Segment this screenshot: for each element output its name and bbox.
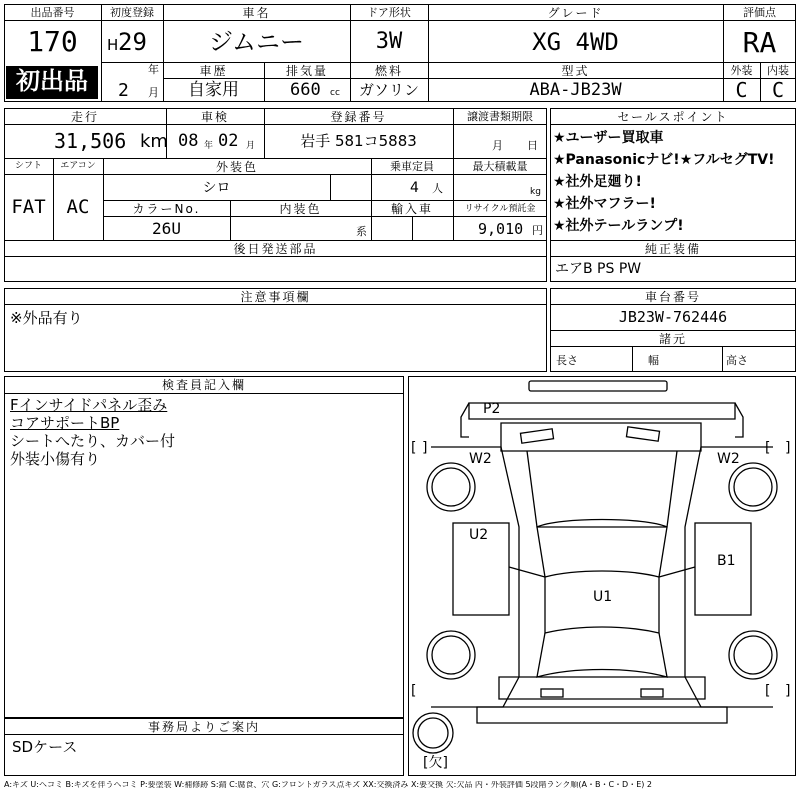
spare-tire: [413, 713, 453, 753]
windshield: [537, 520, 667, 578]
interior-grade-label: 内装: [767, 64, 789, 77]
inspector-note: 外装小傷有り: [10, 450, 101, 468]
lot-number: 170: [27, 25, 78, 58]
car-name: ジムニー: [208, 28, 305, 56]
wheel-rear-left: [427, 631, 475, 679]
roof: [545, 577, 659, 633]
svg-text:]: ]: [422, 440, 428, 456]
era-letter: H: [107, 36, 119, 54]
load-unit: kg: [530, 187, 541, 197]
registration-year: 29: [118, 28, 147, 56]
svg-text:[: [: [411, 683, 417, 699]
door-value: 3W: [375, 29, 403, 54]
inspection-year: 08: [178, 131, 199, 151]
rear-bumper: [477, 707, 727, 723]
height-label: 高さ: [726, 354, 748, 367]
notice-label: 注意事項欄: [240, 290, 311, 304]
inspection-label: 車検: [200, 110, 229, 124]
svg-text:]: ]: [785, 440, 791, 456]
inspection-year-unit: 年: [204, 141, 214, 151]
recycle-label: リサイクル預託金: [464, 204, 536, 214]
registration-month: 2: [118, 80, 129, 101]
inspection-month-unit: 月: [246, 141, 256, 151]
sales-point: ★社外マフラー!: [553, 196, 656, 212]
first-time-badge-text: 初出品: [16, 67, 88, 95]
equipment-label: 純正装備: [644, 242, 701, 256]
interior-color-label: 内装色: [279, 202, 322, 216]
right-door: [695, 523, 751, 615]
displacement-label: 排気量: [285, 64, 328, 78]
inspection-month: 02: [218, 131, 239, 151]
front-bumper: [469, 403, 735, 419]
svg-text:[: [: [765, 683, 771, 699]
car-name-label: 車名: [242, 6, 271, 20]
import-label: 輸入車: [390, 202, 433, 216]
grade-label: グレード: [547, 6, 604, 20]
width-label: 幅: [648, 354, 659, 367]
capacity-unit: 人: [432, 182, 443, 195]
year-unit: 年: [148, 63, 159, 76]
history-label: 車歴: [199, 64, 228, 78]
color-number-value: 26U: [152, 219, 181, 238]
sales-point: ★社外テールランプ!: [553, 218, 684, 234]
sales-point: ★社外足廻り!: [553, 174, 642, 190]
wheel-rear-right: [729, 631, 777, 679]
inspector-notes: [10, 396, 400, 468]
recycle-unit: 円: [532, 224, 543, 237]
sales-point: ★Panasonicナビ!★フルセグTV!: [553, 152, 775, 168]
dimensions-label: 諸元: [658, 332, 687, 346]
mileage-label: 走行: [70, 110, 99, 124]
transfer-month-unit: 月: [492, 139, 503, 152]
car-diagram: [409, 377, 795, 775]
exterior-color-label: 外装色: [215, 160, 258, 174]
score-label: 評価点: [743, 6, 776, 19]
displacement-unit: cc: [330, 88, 340, 98]
legend: A:キズ U:ヘコミ B:キズを伴うヘコミ P:要塗装 W:補修跡 S:錆 C:腐食、穴 G:フロントガラス点キズ XX:交換済み X:要交換 欠:欠品 内・外装評価 5段階ランク順(A・B・C・D・E) 2: [4, 781, 653, 789]
displacement-value: 660: [290, 80, 321, 100]
load-label: 最大積載量: [472, 160, 528, 173]
length-label: 長さ: [556, 354, 578, 367]
grade-value: XG 4WD: [532, 28, 619, 56]
transfer-day-unit: 日: [527, 139, 538, 152]
mark-b1: B1: [717, 553, 736, 569]
score-value: RA: [742, 26, 777, 59]
mark-missing: [欠]: [423, 755, 448, 771]
rear-window: [537, 633, 667, 677]
shift-label: シフト: [14, 161, 42, 171]
svg-text:[: [: [765, 440, 771, 456]
damage-diagram: [408, 376, 796, 776]
shift-value: FAT: [11, 196, 46, 218]
inspector-label: 検査員記入欄: [161, 378, 246, 392]
mileage-unit: km: [140, 131, 168, 152]
wheel-front-right: [729, 463, 777, 511]
hood: [527, 451, 677, 527]
exterior-grade-label: 外装: [730, 64, 753, 77]
ac-label: エアコン: [60, 161, 96, 171]
mark-p2: P2: [483, 401, 501, 417]
fuel-label: 燃料: [374, 64, 403, 78]
model-value: ABA-JB23W: [529, 80, 622, 100]
color-number-label: カラーNo.: [132, 202, 201, 216]
roof-bar: [529, 381, 667, 391]
mark-u2: U2: [469, 527, 489, 543]
mark-w2-left: W2: [469, 451, 492, 467]
notice-value: ※外品有り: [10, 309, 83, 327]
svg-text:]: ]: [785, 683, 791, 699]
damage-marks: [423, 401, 740, 771]
inspector-note: コアサポートBP: [10, 414, 120, 432]
mark-w2-right: W2: [717, 451, 740, 467]
exterior-color-value: シロ: [202, 180, 231, 196]
capacity-label: 乗車定員: [390, 160, 434, 173]
wheel-front-left: [427, 463, 475, 511]
interior-color-unit: 系: [356, 225, 367, 238]
inspector-note: シートへたり、カバー付: [10, 432, 176, 450]
office-label: 事務局よりご案内: [147, 720, 260, 734]
chassis-label: 車台番号: [644, 290, 701, 304]
fuel-value: ガソリン: [358, 81, 419, 99]
month-unit: 月: [148, 86, 159, 99]
recycle-value: 9,010: [478, 220, 524, 238]
exterior-grade: C: [735, 78, 748, 102]
parts-label: 後日発送部品: [233, 242, 318, 256]
office-value: SDケース: [12, 738, 78, 756]
registration-label: 初度登録: [110, 6, 154, 19]
interior-grade: C: [771, 78, 785, 102]
plate-label: 登録番号: [330, 110, 387, 124]
svg-text:[: [: [411, 440, 417, 456]
door-label: ドア形状: [367, 6, 411, 19]
chassis-value: JB23W-762446: [618, 308, 728, 326]
model-label: 型式: [561, 64, 590, 78]
plate-value: 岩手 581コ5883: [300, 132, 417, 150]
inspector-note: Fインサイドパネル歪み: [10, 396, 168, 414]
mark-u1: U1: [593, 589, 613, 605]
lot-label: 出品番号: [30, 6, 75, 19]
sales-point: ★ユーザー買取車: [553, 130, 664, 146]
tailgate: [499, 677, 705, 699]
equipment-value: エアB PS PW: [555, 261, 642, 277]
capacity-value: 4: [410, 180, 419, 196]
transfer-label: 譲渡書類期限: [467, 110, 533, 123]
ac-value: AC: [66, 196, 90, 218]
sales-points: [553, 127, 795, 237]
history-value: 自家用: [188, 80, 239, 100]
mileage-value: 31,506: [54, 129, 127, 153]
sales-label: セールスポイント: [617, 110, 729, 124]
grille: [501, 423, 701, 451]
